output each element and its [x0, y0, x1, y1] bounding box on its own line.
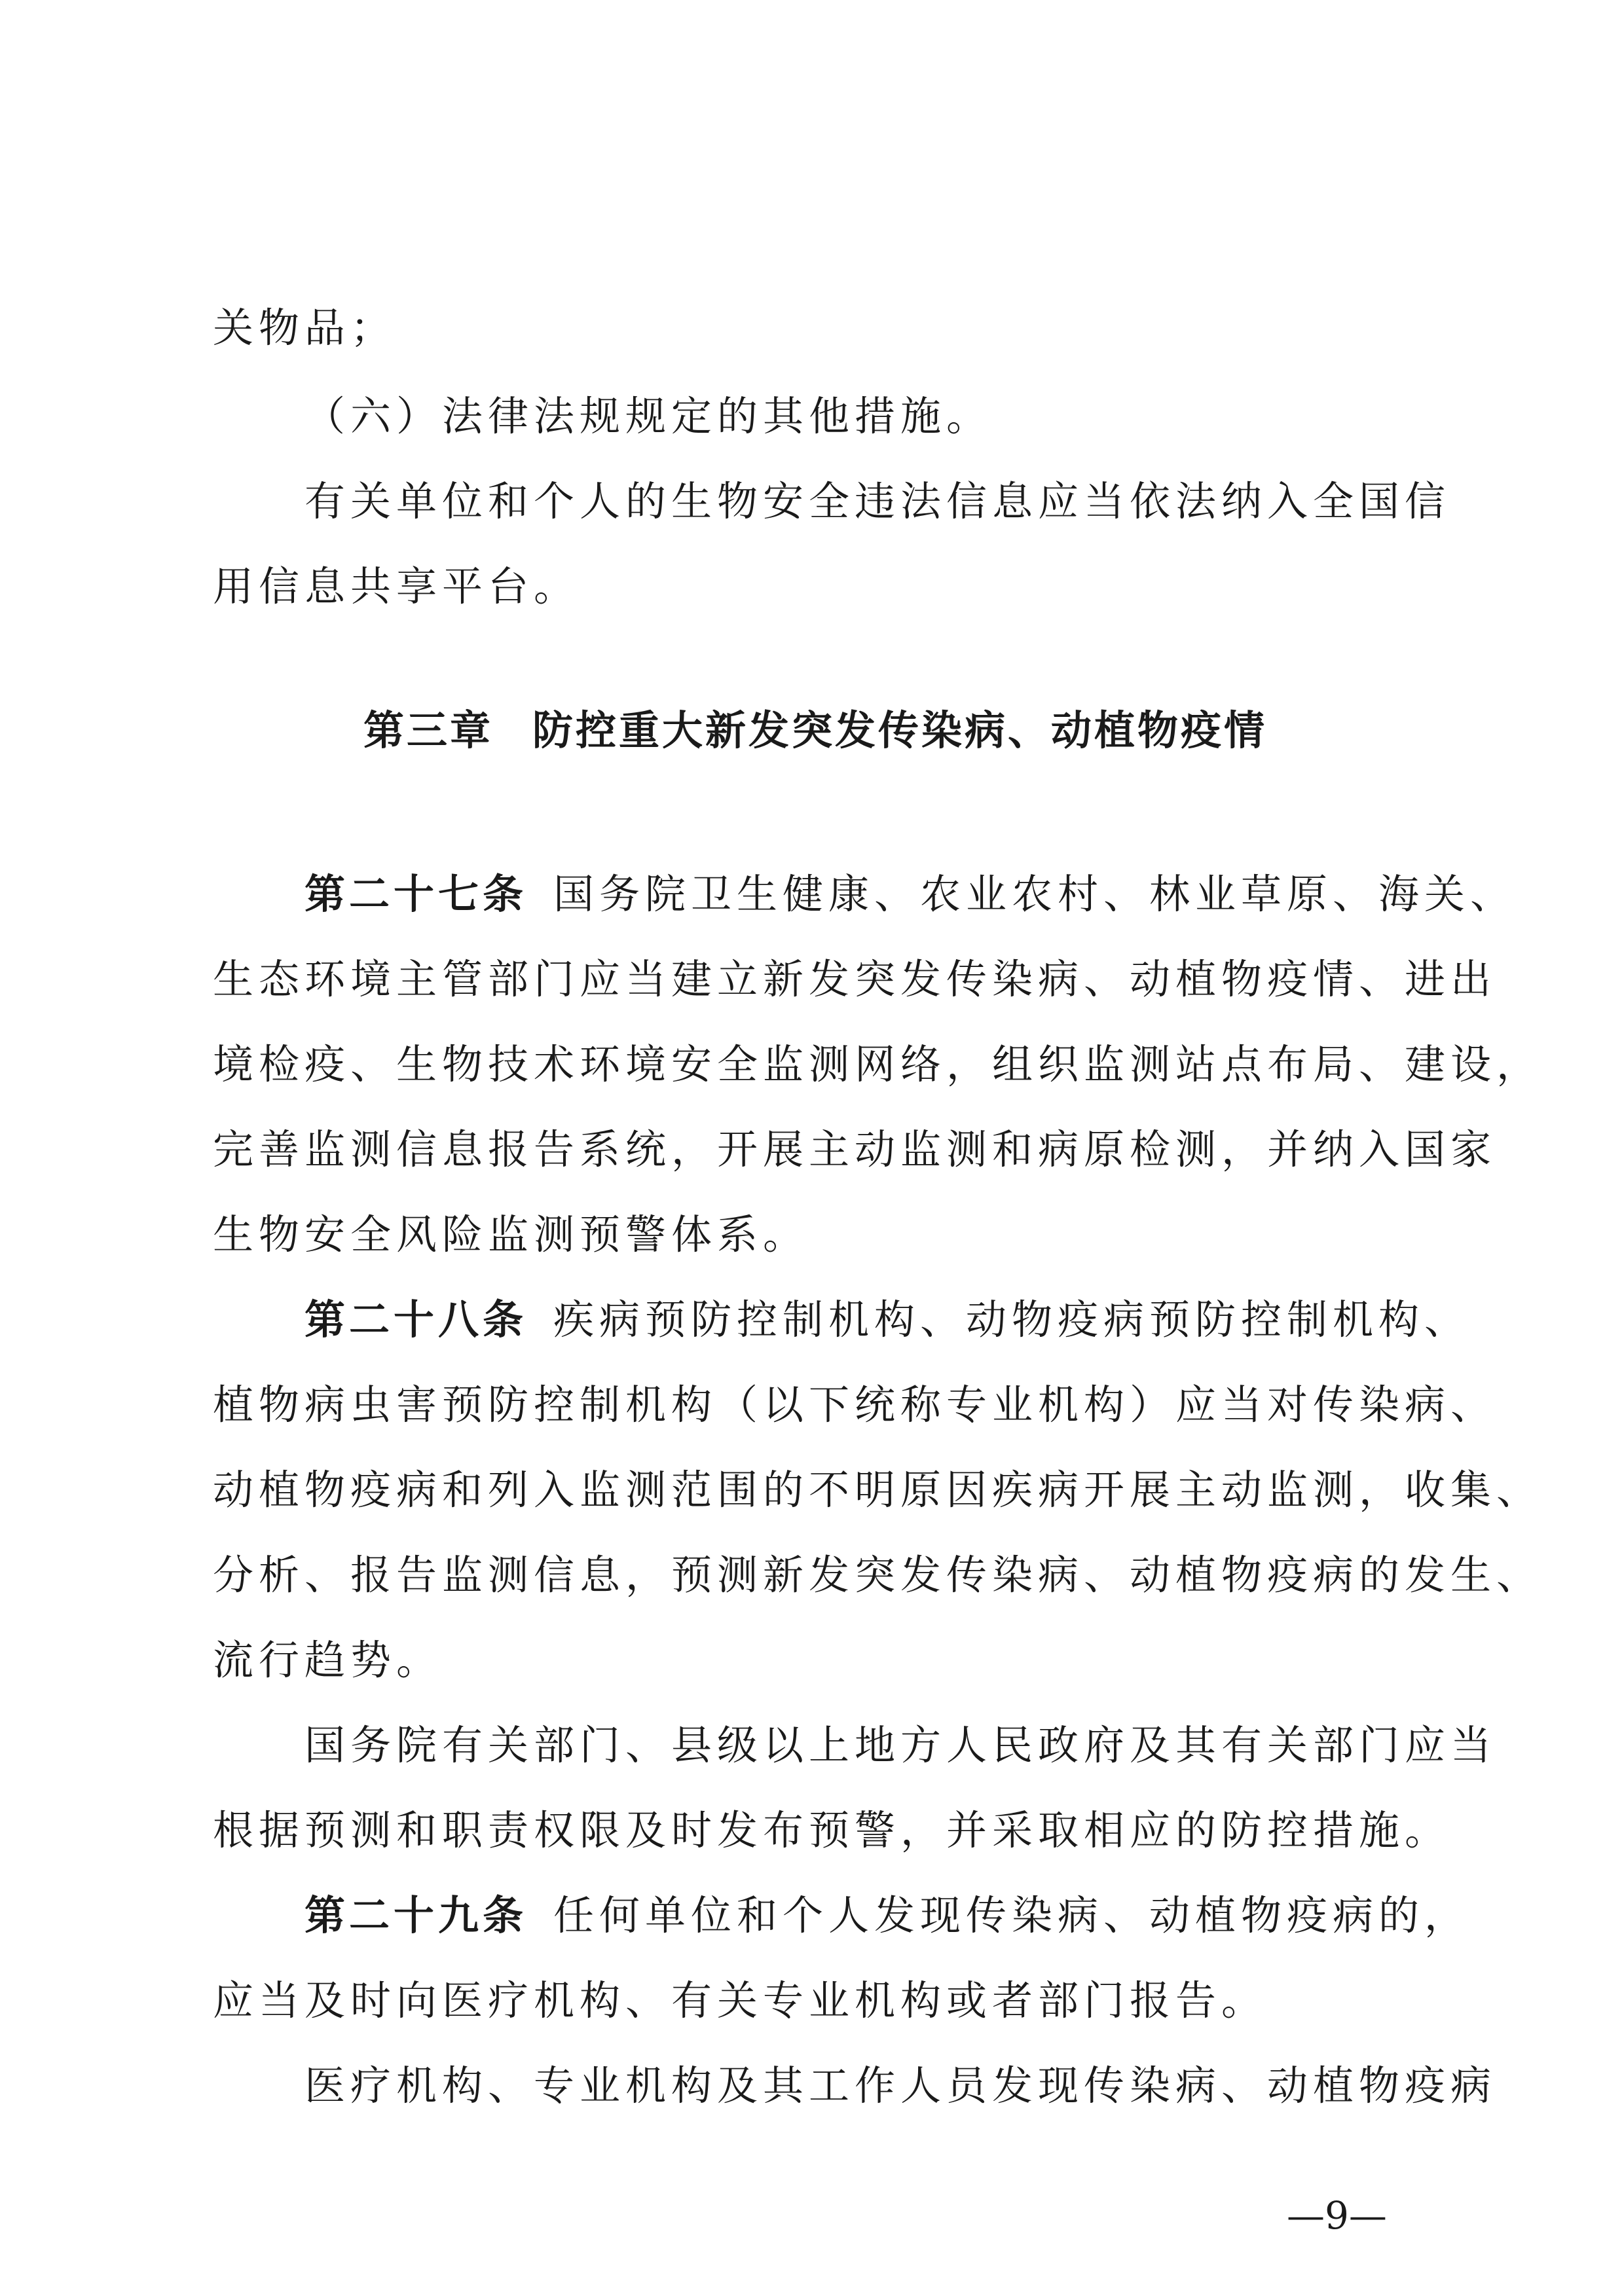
text-line: 动植物疫病和列入监测范围的不明原因疾病开展主动监测，收集、 — [213, 1466, 1543, 1514]
text-line: 完善监测信息报告系统，开展主动监测和病原检测，并纳入国家 — [213, 1125, 1497, 1173]
article-label: 第二十八条 — [304, 1296, 528, 1343]
text-line: 应当及时向医疗机构、有关专业机构或者部门报告。 — [213, 1977, 1268, 2024]
article-label: 第二十七条 — [304, 870, 528, 918]
article-28-line — [304, 1296, 1471, 1343]
text-line: 生物安全风险监测预警体系。 — [213, 1211, 809, 1258]
article-29-line — [304, 1891, 1471, 1939]
chapter-heading — [363, 706, 1268, 754]
text-line: 用信息共享平台。 — [213, 562, 580, 610]
chapter-title: 防控重大新发突发传染病、动植物疫情 — [532, 706, 1268, 754]
article-text: 任何单位和个人发现传染病、动植物疫病的， — [553, 1891, 1471, 1939]
text-line: 分析、报告监测信息，预测新发突发传染病、动植物疫病的发生、 — [213, 1551, 1543, 1599]
text-line: 关物品； — [213, 304, 397, 352]
text-line: 生态环境主管部门应当建立新发突发传染病、动植物疫情、进出 — [213, 955, 1497, 1003]
text-line: 国务院有关部门、县级以上地方人民政府及其有关部门应当 — [304, 1721, 1497, 1769]
article-27-line — [304, 870, 1517, 918]
article-label: 第二十九条 — [304, 1891, 528, 1939]
page-number: —9— — [1287, 2193, 1387, 2238]
article-text: 国务院卫生健康、农业农村、林业草原、海关、 — [553, 870, 1517, 918]
text-line: 医疗机构、专业机构及其工作人员发现传染病、动植物疫病 — [304, 2062, 1497, 2109]
text-line: 有关单位和个人的生物安全违法信息应当依法纳入全国信 — [304, 477, 1451, 525]
text-line: 境检疫、生物技术环境安全监测网络，组织监测站点布局、建设， — [213, 1040, 1543, 1088]
text-line: （六）法律法规规定的其他措施。 — [304, 392, 993, 440]
text-line: 流行趋势。 — [213, 1636, 443, 1684]
article-text: 疾病预防控制机构、动物疫病预防控制机构、 — [553, 1296, 1471, 1343]
chapter-number: 第三章 — [363, 706, 494, 754]
text-line: 根据预测和职责权限及时发布预警，并采取相应的防控措施。 — [213, 1806, 1451, 1854]
text-line: 植物病虫害预防控制机构（以下统称专业机构）应当对传染病、 — [213, 1381, 1497, 1429]
